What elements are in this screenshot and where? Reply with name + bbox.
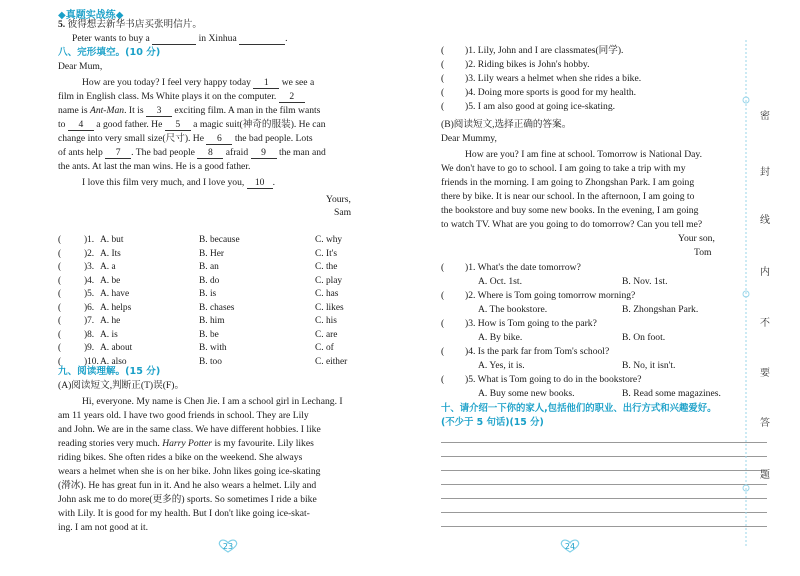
writing-line — [441, 456, 767, 457]
item-number: )3. — [465, 73, 476, 84]
passage-line: wears a helmet when she is on her bike. John likes going ice-skating — [58, 466, 321, 477]
option-b: B. Nov. 1st. — [622, 276, 668, 287]
option-b: B. No, it isn't. — [622, 360, 676, 371]
question-text: What is Tom going to do in the bookstore? — [477, 374, 642, 385]
blank-3: 3 — [146, 106, 172, 117]
option-b: B. is — [199, 289, 217, 299]
question-text: What's the date tomorrow? — [477, 262, 581, 273]
letter-line: of ants help 7 . The bad people 8 afraid 9 the man and — [58, 147, 326, 158]
true-false-item — [441, 45, 623, 57]
answer-parenthesis[interactable]: ( — [441, 374, 445, 385]
question-number: )2. — [465, 290, 476, 301]
item-number: )5. — [465, 101, 476, 112]
letter-line: there by bike. It is near our school. In the afternoon, I am going to — [441, 191, 695, 202]
option-a: A. about — [100, 343, 133, 353]
passage-line: am 11 years old. I have two good friends in school. They are Lily — [58, 410, 309, 421]
letter-signer: Sam — [334, 207, 352, 218]
item-number: )4. — [465, 87, 476, 98]
question-number: )3. — [465, 318, 476, 329]
item-number: )1. — [465, 45, 476, 56]
answer-parenthesis[interactable]: ( — [58, 356, 62, 367]
page-number: 24 — [564, 542, 576, 551]
answer-parenthesis[interactable]: ( — [441, 59, 445, 70]
option-c: C. of — [315, 343, 334, 353]
letter-salutation: Dear Mummy, — [441, 133, 497, 144]
letter-signer: Tom — [694, 247, 712, 258]
option-c: C. It's — [315, 248, 338, 259]
blank-1: 1 — [253, 78, 279, 89]
choice-number: )5. — [84, 289, 95, 299]
answer-parenthesis[interactable]: ( — [58, 343, 62, 353]
option-a: A. is — [100, 329, 118, 340]
answer-parenthesis[interactable]: ( — [58, 248, 62, 259]
option-c: C. the — [315, 262, 338, 272]
answer-parenthesis[interactable]: ( — [58, 275, 62, 286]
option-c: C. either — [315, 356, 348, 367]
passage-line: Hi, everyone. My name is Chen Jie. I am a school girl in Lechang. I — [82, 396, 343, 407]
answer-parenthesis[interactable]: ( — [58, 262, 62, 272]
mc-question — [441, 290, 635, 302]
letter-line: friends in the morning. I am going to Zhongshan Park. I am going — [441, 177, 695, 188]
letter-closing: Yours, — [326, 194, 351, 205]
seal-line-char: 封 — [760, 167, 770, 178]
seal-line-char: 题 — [760, 470, 770, 481]
section-10-title: 十、请介绍一下你的家人,包括他们的职业、出行方式和兴趣爱好。 — [441, 403, 717, 414]
true-false-item — [441, 73, 641, 85]
item-text: I am also good at going ice-skating. — [477, 101, 616, 112]
letter-line: How are you today? I feel very happy today 1 we see a — [82, 77, 315, 88]
section-banner: ◆真题实战练◆ — [58, 10, 124, 21]
letter-line: to watch TV. What are you going to do tomorrow? Can you tell me? — [441, 219, 703, 230]
choice-number: )4. — [84, 275, 95, 286]
part-a-instruction: (A)阅读短文,判断正(T)误(F)。 — [58, 380, 185, 391]
section-10-requirement: (不少于 5 句话)(15 分) — [441, 417, 544, 428]
choice-number: )8. — [84, 329, 95, 340]
seal-line-char: 线 — [760, 215, 770, 226]
writing-line — [441, 498, 767, 499]
choice-number: )7. — [84, 316, 95, 326]
section-9-title: 九、阅读理解。(15 分) — [58, 366, 161, 377]
question-text: How is Tom going to the park? — [477, 318, 597, 329]
letter-line: I love this film very much, and I love you, 10 . — [82, 177, 276, 188]
choice-number: )3. — [84, 262, 95, 272]
option-a: A. have — [100, 289, 130, 299]
option-c: C. has — [315, 289, 339, 299]
question-text: Is the park far from Tom's school? — [477, 346, 610, 357]
letter-line: the bookstore and buy some new books. In the evening, I am going — [441, 205, 699, 216]
question-prompt: 彼得想去新华书店买张明信片。 — [67, 19, 202, 30]
letter-salutation: Dear Mum, — [58, 61, 103, 72]
option-a: A. a — [100, 262, 116, 272]
seal-line-char: 不 — [760, 318, 770, 329]
passage-line: reading stories very much. Harry Potter is my favourite. Lily likes — [58, 438, 314, 449]
seal-line-char: 密 — [760, 111, 770, 122]
option-a: A. but — [100, 235, 124, 245]
option-c: C. why — [315, 235, 343, 245]
option-c: C. are — [315, 329, 338, 340]
seal-line-char: 答 — [760, 418, 770, 429]
answer-parenthesis[interactable]: ( — [441, 101, 445, 112]
seal-line-char: 内 — [760, 267, 770, 278]
writing-line — [441, 484, 767, 485]
blank-4: 4 — [68, 120, 94, 131]
answer-parenthesis[interactable]: ( — [441, 346, 445, 357]
option-b: B. be — [199, 329, 219, 340]
passage-line: and John. We are in the same class. We have different hobbies. I like — [58, 424, 321, 435]
question-number: )4. — [465, 346, 476, 357]
passage-line: ing. I am not good at it. — [58, 522, 149, 533]
item-number: )2. — [465, 59, 476, 70]
section-8-title: 八、完形填空。(10 分) — [58, 47, 161, 58]
right-page — [400, 0, 800, 576]
option-b: B. Zhongshan Park. — [622, 304, 699, 315]
option-b: B. do — [199, 275, 220, 286]
letter-line: film in English class. Ms White plays it on the computer. 2 — [58, 91, 305, 103]
answer-parenthesis[interactable]: ( — [58, 235, 62, 245]
passage-line: riding bikes. She often rides a bike on the weekend. She always — [58, 452, 303, 463]
passage-line: with Lily. It is good for my health. But I don't like going ice-skat- — [58, 508, 310, 519]
option-a: A. helps — [100, 302, 132, 313]
answer-parenthesis[interactable]: ( — [58, 302, 62, 313]
passage-line: John ask me to do more(更多的) sports. So sometimes I ride a bike — [58, 494, 317, 505]
choice-number: )2. — [84, 248, 95, 259]
option-b: B. Read some magazines. — [622, 388, 721, 399]
question-number: 5. — [58, 19, 66, 30]
true-false-item — [441, 59, 590, 71]
blank-10: 10 — [247, 178, 273, 189]
blank-7: 7 — [105, 148, 131, 159]
question-number: )1. — [465, 262, 476, 273]
item-text: Lily wears a helmet when she rides a bike. — [477, 73, 642, 84]
letter-line: change into very small size(尺寸). He 6 the bad people. Lots — [58, 133, 313, 144]
answer-parenthesis[interactable]: ( — [441, 262, 445, 273]
answer-blank[interactable] — [152, 34, 196, 45]
option-c: C. play — [315, 275, 343, 286]
mc-question — [441, 374, 641, 386]
option-a: A. Oct. 1st. — [478, 276, 522, 287]
writing-line — [441, 512, 767, 513]
blank-5: 5 — [165, 120, 191, 131]
choice-number: )10. — [84, 356, 99, 367]
writing-line — [441, 442, 767, 443]
letter-line: the ants. At last the man wins. He is a good father. — [58, 161, 251, 172]
answer-parenthesis[interactable]: ( — [441, 87, 445, 98]
question-text: Where is Tom going tomorrow morning? — [477, 290, 636, 301]
item-text: Lily, John and I are classmates(同学). — [477, 45, 624, 56]
option-b: B. with — [199, 343, 227, 353]
letter-line: to 4 a good father. He 5 a magic suit(神奇的服装). He can — [58, 119, 326, 130]
answer-blank[interactable] — [239, 34, 285, 45]
answer-parenthesis[interactable]: ( — [441, 73, 445, 84]
answer-parenthesis[interactable]: ( — [441, 290, 445, 301]
letter-line: How are you? I am fine at school. Tomorrow is National Day. — [465, 149, 702, 160]
option-a: A. also — [100, 356, 127, 367]
option-a: A. The bookstore. — [478, 304, 548, 315]
answer-parenthesis[interactable]: ( — [58, 289, 62, 299]
blank-2: 2 — [279, 92, 305, 103]
true-false-item — [441, 87, 636, 99]
answer-parenthesis[interactable]: ( — [58, 329, 62, 340]
option-b: B. because — [199, 235, 240, 245]
true-false-item — [441, 101, 615, 113]
mc-question — [441, 262, 581, 274]
writing-line — [441, 526, 767, 527]
seal-line-char: 要 — [760, 368, 770, 379]
mc-question — [441, 346, 609, 358]
answer-parenthesis[interactable]: ( — [58, 316, 62, 326]
writing-line — [441, 470, 767, 471]
letter-line: We don't have to go to school. I am going to take a trip with my — [441, 163, 686, 174]
option-b: B. an — [199, 262, 219, 272]
option-a: A. Yes, it is. — [478, 360, 525, 371]
option-b: B. Her — [199, 248, 224, 259]
question-5-answer-line: Peter wants to buy a in Xinhua . — [72, 33, 288, 44]
option-c: C. his — [315, 316, 337, 326]
blank-9: 9 — [251, 148, 277, 159]
question-number: )5. — [465, 374, 476, 385]
item-text: Riding bikes is John's hobby. — [477, 59, 590, 70]
letter-line: name is Ant-Man. It is 3 exciting film. A man in the film wants — [58, 105, 321, 116]
mc-question — [441, 318, 597, 330]
option-b: B. On foot. — [622, 332, 666, 343]
choice-number: )6. — [84, 302, 95, 313]
choice-number: )9. — [84, 343, 95, 353]
option-b: B. him — [199, 316, 225, 326]
option-b: B. too — [199, 356, 222, 367]
blank-8: 8 — [197, 148, 223, 159]
item-text: Doing more sports is good for my health. — [477, 87, 637, 98]
option-a: A. Its — [100, 248, 121, 259]
option-a: A. By bike. — [478, 332, 523, 343]
blank-6: 6 — [206, 134, 232, 145]
answer-parenthesis[interactable]: ( — [441, 45, 445, 56]
answer-parenthesis[interactable]: ( — [441, 318, 445, 329]
letter-closing: Your son, — [678, 233, 715, 244]
option-a: A. Buy some new books. — [478, 388, 575, 399]
option-a: A. he — [100, 316, 121, 326]
question-5 — [58, 19, 202, 31]
passage-line: (滑冰). He has great fun in it. And he also wears a helmet. Lily and — [58, 480, 317, 491]
option-c: C. likes — [315, 302, 344, 313]
choice-number: )1. — [84, 235, 95, 245]
option-b: B. chases — [199, 302, 235, 313]
page-number: 23 — [222, 542, 234, 551]
part-b-instruction: (B)阅读短文,选择正确的答案。 — [441, 119, 572, 130]
option-a: A. be — [100, 275, 121, 286]
